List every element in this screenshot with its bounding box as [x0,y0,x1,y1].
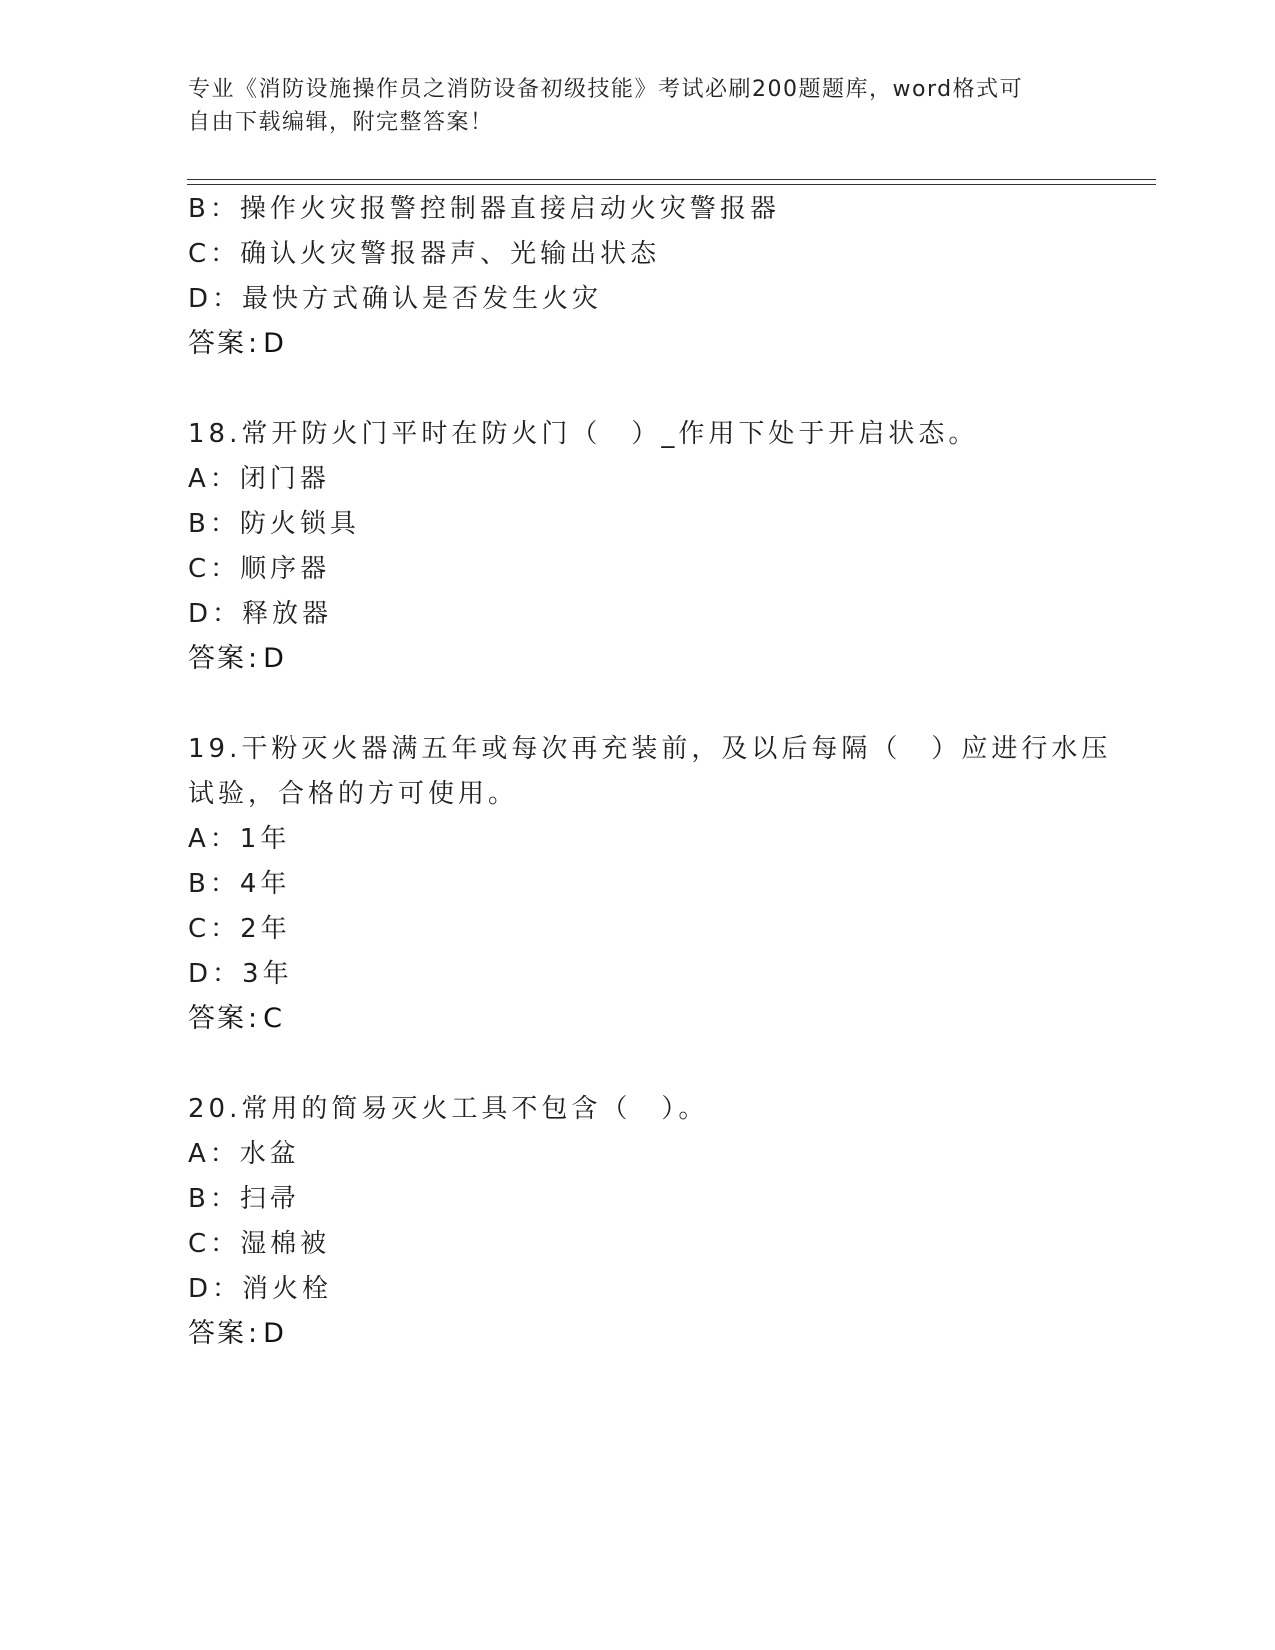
q20-answer-value: D [263,1318,286,1349]
q18-option-d: D：释放器 [188,599,333,629]
q18-answer-value: D [263,643,286,674]
q18-stem: 18.常开防火门平时在防火门（ ）_作用下处于开启状态。 [188,419,979,449]
header-divider-top [187,179,1156,180]
q20-option-b: B：扫帚 [188,1184,300,1214]
q17-option-c: C：确认火灾警报器声、光输出状态 [188,239,661,269]
q17-option-b: B：操作火灾报警控制器直接启动火灾警报器 [188,194,780,224]
q19-option-b: B：4年 [188,869,291,899]
q17-answer-label: 答案 [188,328,246,359]
header-line-1: 专业《消防设施操作员之消防设备初级技能》考试必刷200题题库，word格式可 [188,77,1024,102]
q18-option-c: C：顺序器 [188,554,331,584]
q17-option-d: D：最快方式确认是否发生火灾 [188,284,603,314]
q19-answer: 答案: C [188,1003,284,1034]
q19-option-d: D：3年 [188,959,293,989]
q20-option-c: C：湿棉被 [188,1229,331,1259]
q19-option-a: A：1年 [188,824,291,854]
q20-answer: 答案: D [188,1318,286,1349]
q18-option-b: B：防火锁具 [188,509,360,539]
q19-stem-line-1: 19.干粉灭火器满五年或每次再充装前，及以后每隔（ ）应进行水压 [188,734,1112,764]
q20-stem: 20.常用的简易灭火工具不包含（ ）。 [188,1094,709,1124]
q19-stem-line-2: 试验，合格的方可使用。 [188,779,519,809]
q19-option-c: C：2年 [188,914,291,944]
q17-answer: 答案: D [188,328,286,359]
q20-answer-label: 答案 [188,1318,246,1349]
q17-answer-value: D [263,328,286,359]
q18-option-a: A：闭门器 [188,464,330,494]
q20-option-d: D：消火栓 [188,1274,333,1304]
q19-answer-value: C [263,1003,284,1034]
header-divider-bottom [187,184,1156,185]
q19-answer-label: 答案 [188,1003,246,1034]
q18-answer: 答案: D [188,643,286,674]
page-header [188,73,1068,139]
q18-answer-label: 答案 [188,643,246,674]
q20-option-a: A：水盆 [188,1139,300,1169]
header-line-2: 自由下载编辑，附完整答案！ [188,110,494,135]
